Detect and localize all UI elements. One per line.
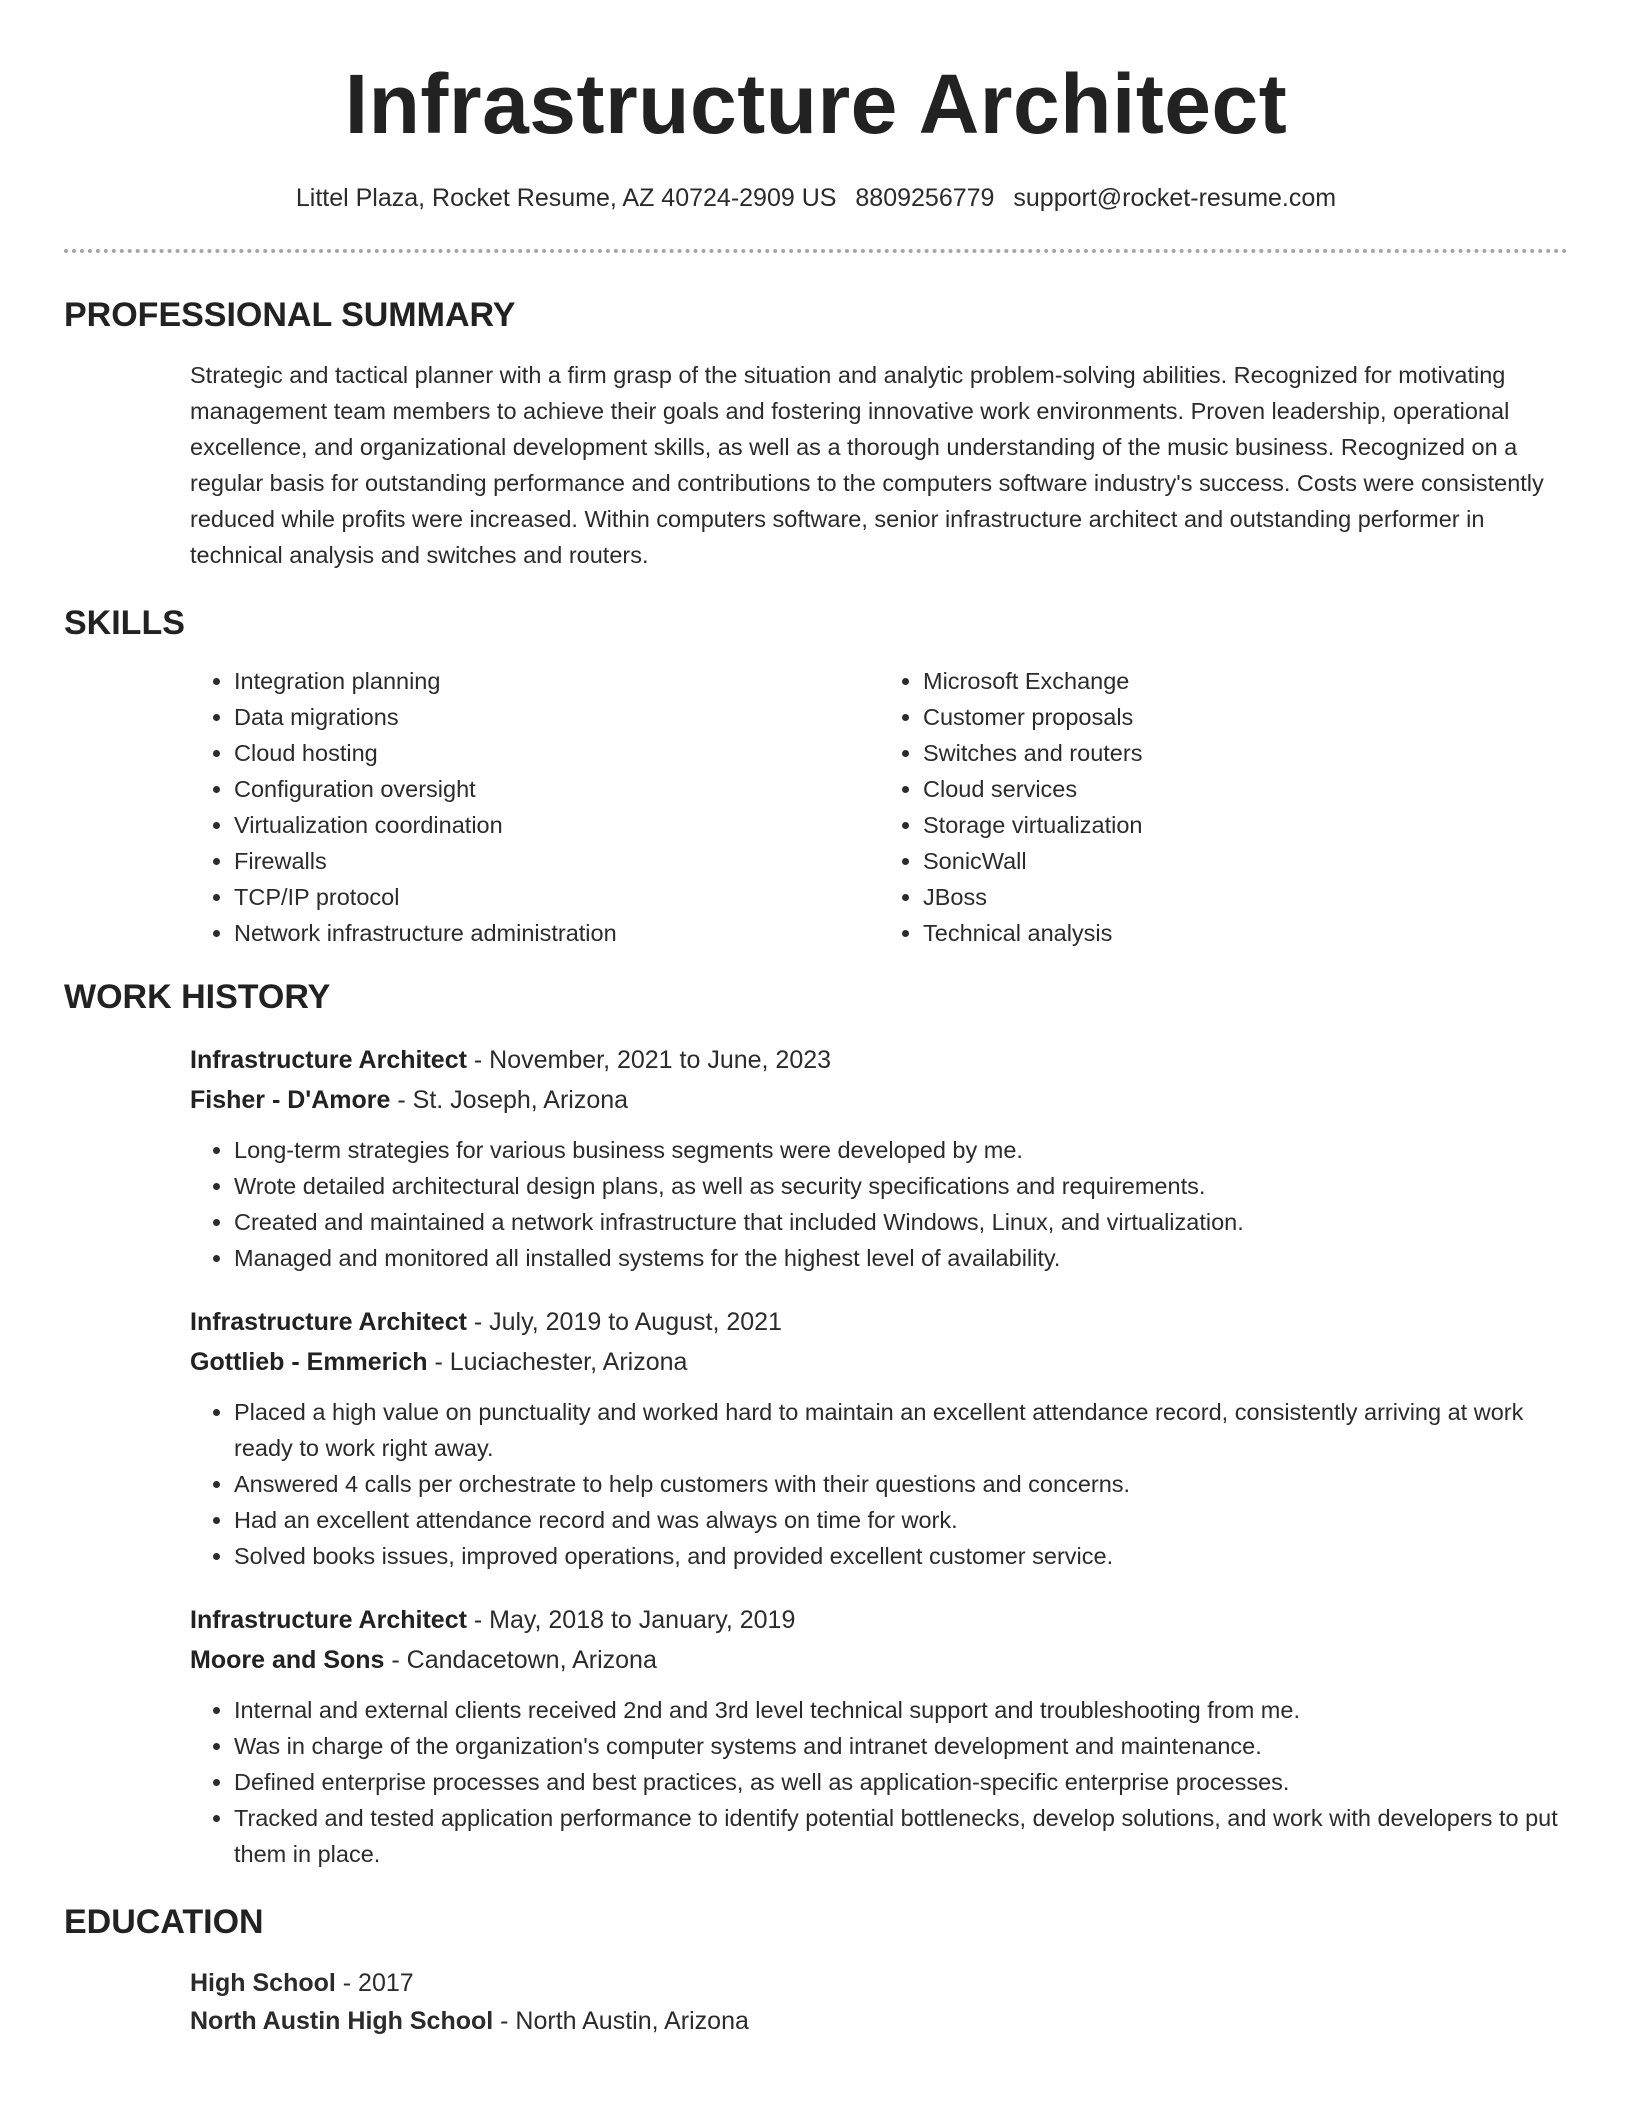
education-school: North Austin High School [190,2007,494,2035]
skill-item: • Integration planning [234,663,879,699]
job-bullet: • Long-term strategies for various business segments were developed by me. [234,1132,1568,1168]
job-bullet: • Defined enterprise processes and best practices, as well as application-specific enterprise processes. [234,1764,1568,1800]
job-company-line [190,1080,1568,1120]
job-bullet: • Managed and monitored all installed systems for the highest level of availability. [234,1240,1568,1276]
skill-item: • Data migrations [234,699,879,735]
contact-email: support@rocket-resume.com [1013,184,1337,212]
job-role-line [190,1302,1568,1342]
job-entry [190,1600,1568,1872]
job-bullet: • Created and maintained a network infrastructure that included Windows, Linux, and virtualization. [234,1204,1568,1240]
skill-item: • Switches and routers [923,735,1568,771]
job-dates: - July, 2019 to August, 2021 [466,1308,782,1336]
job-role-line [190,1600,1568,1640]
job-bullets [190,1692,1568,1872]
job-role-line [190,1040,1568,1080]
skills-title: SKILLS [64,604,185,642]
summary-text: Strategic and tactical planner with a firm grasp of the situation and analytic problem-solving abilities. Recognized for motivating management team members to achieve their goals and fostering innovative work environments. Proven leadership, operational excellence, and organizational development skills, as well as a thorough understanding of the music business. Recognized on a regular basis for outstanding performance and contributions to the computers software industry's success. Costs were consistently reduced while profits were increased. Within computers software, senior infrastructure architect and outstanding performer in technical analysis and switches and routers. [190,362,1544,568]
job-dates: - May, 2018 to January, 2019 [466,1606,796,1634]
skill-item: • Microsoft Exchange [923,663,1568,699]
job-bullet: • Internal and external clients received 2nd and 3rd level technical support and troubleshooting from me. [234,1692,1568,1728]
header-divider [64,249,1568,253]
skills-grid [190,663,1568,951]
skill-item: • Customer proposals [923,699,1568,735]
work-title: WORK HISTORY [64,978,331,1016]
job-bullet: • Was in charge of the organization's computer systems and intranet development and maintenance. [234,1728,1568,1764]
job-role: Infrastructure Architect [190,1606,467,1634]
education-degree-line [190,1964,1568,2002]
summary-title: PROFESSIONAL SUMMARY [64,296,516,334]
education-degree: High School [190,1969,336,1997]
skill-item: • Storage virtualization [923,807,1568,843]
summary-section [64,295,1568,573]
job-entry [190,1302,1568,1574]
skills-section [64,603,1568,951]
contact-line [0,183,1632,213]
education-entry [190,1964,1568,2040]
education-year: - 2017 [335,1969,414,1997]
education-school-line [190,2002,1568,2040]
skill-item: • Cloud services [923,771,1568,807]
contact-address: Littel Plaza, Rocket Resume, AZ 40724-2909 US [295,184,837,212]
job-location: - St. Joseph, Arizona [390,1086,629,1114]
job-location: - Candacetown, Arizona [384,1646,657,1674]
skills-right-list [879,663,1568,951]
job-role: Infrastructure Architect [190,1046,467,1074]
job-company: Gottlieb - Emmerich [190,1348,428,1376]
skills-left-list [190,663,879,951]
job-bullet: • Tracked and tested application performance to identify potential bottlenecks, develop solutions, and work with developers to put them in place. [234,1800,1568,1872]
skill-item: • TCP/IP protocol [234,879,879,915]
job-dates: - November, 2021 to June, 2023 [466,1046,832,1074]
skill-item: • Configuration oversight [234,771,879,807]
skill-item: • SonicWall [923,843,1568,879]
job-company-line [190,1342,1568,1382]
education-section [64,1902,1568,2040]
education-title: EDUCATION [64,1903,264,1941]
job-bullet: • Wrote detailed architectural design plans, as well as security specifications and requirements. [234,1168,1568,1204]
job-bullet: • Solved books issues, improved operations, and provided excellent customer service. [234,1538,1568,1574]
resume-name: Infrastructure Architect [344,57,1288,151]
contact-phone: 8809256779 [855,184,995,212]
skill-item: • Virtualization coordination [234,807,879,843]
job-bullets [190,1394,1568,1574]
skill-item: • Cloud hosting [234,735,879,771]
job-bullet: • Placed a high value on punctuality and worked hard to maintain an excellent attendance record, consistently arriving at work ready to work right away. [234,1394,1568,1466]
job-company-line [190,1640,1568,1680]
job-role: Infrastructure Architect [190,1308,467,1336]
skill-item: • JBoss [923,879,1568,915]
skill-item: • Technical analysis [923,915,1568,951]
job-company: Moore and Sons [190,1646,385,1674]
skill-item: • Network infrastructure administration [234,915,879,951]
skill-item: • Firewalls [234,843,879,879]
job-bullet: • Had an excellent attendance record and was always on time for work. [234,1502,1568,1538]
job-bullets [190,1132,1568,1276]
work-section [64,977,1568,1872]
job-location: - Luciachester, Arizona [427,1348,688,1376]
job-company: Fisher - D'Amore [190,1086,391,1114]
job-entry [190,1040,1568,1276]
job-bullet: • Answered 4 calls per orchestrate to help customers with their questions and concerns. [234,1466,1568,1502]
education-location: - North Austin, Arizona [493,2007,749,2035]
